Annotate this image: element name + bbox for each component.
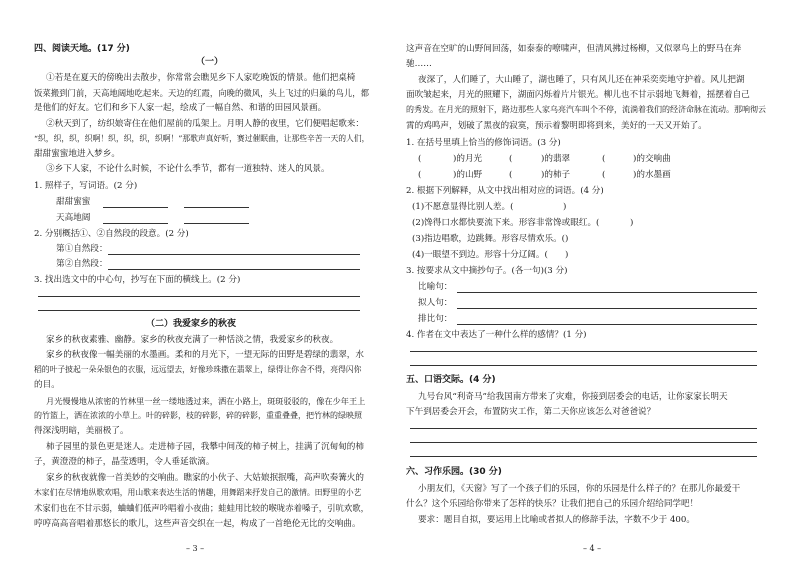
- answer-line[interactable]: [410, 428, 757, 429]
- blank-close[interactable]: ): [565, 234, 569, 244]
- answer-line[interactable]: [457, 324, 757, 325]
- paragraph-line: 木家们在尽情地纵歌欢唱，用山歌来表达生活的情趣，用舞蹈来抒发自己的激情。田野里的小艺: [34, 488, 362, 497]
- answer-line[interactable]: [410, 456, 757, 457]
- paragraph-line: 家乡的秋夜就像一首美妙的交响曲。瞧家的小伙子、大姑娘抿抿嘴，高声吹奏篝火的: [46, 473, 364, 483]
- paragraph-line: 的秀发。在月光的照射下，路边那些人家乌亮汽车叫个不停，流淌着我们的经济命脉在流动。那响彻云: [406, 105, 766, 114]
- paragraph-line: 驰……: [406, 59, 432, 69]
- example-word-2: 天高地阔: [56, 213, 91, 223]
- question-1-label: 1. 在括号里填上恰当的修饰词语。(3 分): [406, 138, 561, 148]
- sentence-type-label: 排比句：: [418, 314, 453, 324]
- paragraph-line: 这声音在空旷的山野间回荡，如泰泰的嘹啸声，但清风拂过杨柳，又似翠鸟上的野马在奔: [406, 44, 742, 54]
- paragraph-line: 甜甜蜜蜜地进入梦乡。: [34, 149, 120, 159]
- answer-line[interactable]: [103, 223, 168, 224]
- paragraph-line: 月光慢慢地从浓密的竹林里一丝一缕地透过来，洒在小路上，斑斑驳驳的，像在少年王上: [46, 396, 366, 406]
- paragraph-line: 要求：题目自拟，要运用上比喻或者拟人的修辞手法，字数不少于 400。: [418, 515, 695, 525]
- paragraph-line: 霄的鸡鸣声，划破了黑夜的寂寞，预示着黎明即将到来，美好的一天又开始了。: [406, 121, 707, 131]
- answer-line[interactable]: [184, 207, 249, 208]
- paragraph-line: 九号台风“利奇马”给我国南方带来了灾难，你接到居委会的电话，让你家家长明天: [418, 392, 728, 402]
- passage2-heading: （二）我爱家乡的秋夜: [146, 319, 237, 329]
- sentence-type-label: 比喻句：: [418, 282, 453, 292]
- blank-open[interactable]: (: [509, 170, 513, 180]
- answer-line[interactable]: [38, 310, 360, 311]
- paragraph-line: 面吹皱起来，月光的照耀下，湖面闪烁着片片银光。柳儿也不甘示弱地飞舞着，摇摆着自己: [406, 90, 750, 100]
- blank-close[interactable]: ): [563, 202, 567, 212]
- answer-line[interactable]: [457, 308, 757, 309]
- question-3-label: 3. 找出选文中的中心句，抄写在下面的横线上。(2 分): [34, 275, 241, 285]
- phrase: )的翡翠: [541, 154, 571, 164]
- paragraph-line: 小朋友们，《天窗》写了一个孩子们的乐园，你的乐园是什么样子的？在那儿你最爱干: [418, 484, 741, 494]
- blank-open[interactable]: (: [418, 170, 422, 180]
- page-number: – 3 –: [186, 544, 205, 553]
- phrase: )的柿子: [541, 170, 571, 180]
- question-4-label: 4. 作者在文中表达了一种什么样的感情？(1 分): [406, 330, 587, 340]
- answer-line[interactable]: [108, 269, 360, 270]
- page-number: – 4 –: [583, 544, 602, 553]
- passage1-heading: （一）: [196, 57, 224, 67]
- phrase: )的水墨画: [633, 170, 671, 180]
- paragraph-line: 下午到居委会开会，布置防灾工作，第二天你应该怎么对爸爸说？: [406, 407, 656, 417]
- question-1-label: 1. 照样子，写词语。(2 分): [34, 181, 138, 191]
- sentence-type-label: 拟人句：: [418, 298, 453, 308]
- answer-line[interactable]: [410, 442, 757, 443]
- question-3-label: 3. 按要求从文中摘抄句子。(各一句)(3 分): [406, 266, 568, 276]
- paragraph-line: 术家们也在不甘示弱，蛐蛐们低声吟唱着小夜曲；蛙蛙用比较的喉咙赤着嗓子，引吭欢歌，: [34, 503, 369, 513]
- paragraph-line: 家乡的秋夜像一幅美丽的水墨画。柔和的月光下，一望无际的田野是碧绿的翡翠，水: [46, 350, 364, 360]
- blank-open[interactable]: (: [509, 154, 513, 164]
- paragraph-line: 是他们的好友。它们和乡下人家一起，绘成了一幅自然、和谐的田园风景画。: [34, 103, 327, 113]
- blank-open[interactable]: (: [602, 170, 606, 180]
- section-title-speaking: 五、口语交际。(4 分): [406, 375, 496, 385]
- answer-line[interactable]: [184, 223, 249, 224]
- paragraph-line: 的竹篮上，洒在浓浓的小草上。叶的碎影，枝的碎影，碎的碎影，重重叠叠，把竹林的绿映照: [34, 411, 362, 420]
- paragraph-line: 的目。: [34, 380, 60, 390]
- right-page: [397, 0, 794, 573]
- paragraph-line: 饭菜搬到门前，天高地阔地吃起来。天边的红霞，向晚的微风，头上飞过的归巢的鸟儿，都: [34, 88, 369, 98]
- phrase: )的交响曲: [633, 154, 671, 164]
- paragraph-line: 家乡的秋夜素雅、幽静。家乡的秋夜充满了一种恬淡之情，我爱家乡的秋夜。: [46, 335, 339, 345]
- blank-close[interactable]: ): [630, 218, 634, 228]
- paragraph-line: 子，黄澄澄的柿子，晶莹透明，令人垂延欲滴。: [34, 457, 215, 467]
- question-2-label: 2. 根据下列解释，从文中找出相对应的词语。(4 分): [406, 186, 604, 196]
- answer-line[interactable]: [108, 254, 360, 255]
- paragraph-line: 夜深了，人们睡了，大山睡了，湖也睡了，只有风儿还在神采奕奕地守护着。风儿把湖: [418, 75, 745, 85]
- paragraph-line: ②秋天到了，纺织娘寄住在他们屋前的瓜架上。月明人静的夜里，它们便唱起歌来：: [46, 119, 364, 129]
- example-word-1: 甜甜蜜蜜: [56, 197, 91, 207]
- paragraph-1-prompt: 第①自然段：: [56, 244, 108, 254]
- answer-line[interactable]: [410, 365, 757, 366]
- definition-item: (4)一眼望不到边。形容十分辽阔。(: [412, 250, 548, 260]
- blank-open[interactable]: (: [602, 154, 606, 164]
- paragraph-line: 什么？这个乐园给你带来了怎样的快乐？让我们把自己的乐园介绍给同学吧！: [406, 499, 699, 509]
- paragraph-line: 哼哼高高音唱着那悠长的歌儿，这些声音交织在一起，构成了一首绝伦无比的交响曲。: [34, 519, 361, 529]
- paragraph-line: 稻的叶子披起一朵朵银色的衣服，远远望去，好像珍珠撒在翡翠上，绿得让你舍不得，亮得闪你: [34, 365, 362, 374]
- question-2-label: 2. 分别概括①、②自然段的段意。(2 分): [34, 229, 189, 239]
- paragraph-2-prompt: 第②自然段：: [56, 259, 108, 269]
- section-title-writing: 六、习作乐园。(30 分): [406, 467, 502, 477]
- paragraph-line: 柿子园里的景色更是迷人。走进柿子园，我攀中间茂的柿子树上，挂满了沉甸甸的柿: [46, 442, 364, 452]
- paragraph-line: ③乡下人家，不论什么时候，不论什么季节，都有一道独特、迷人的风景。: [46, 164, 330, 174]
- answer-line[interactable]: [38, 296, 360, 297]
- paragraph-line: “织，织，织，织啊！织，织，织，织啊！”那歌声真好听，赛过催眠曲，让那些辛苦一天的人们，: [34, 134, 370, 143]
- phrase: )的月光: [453, 154, 483, 164]
- definition-item: (3)指边唱歌，边跳舞。形容尽情欢乐。(: [412, 234, 566, 244]
- answer-line[interactable]: [457, 292, 757, 293]
- paragraph-line: 得深浅明暗，美丽极了。: [34, 426, 129, 436]
- answer-line[interactable]: [103, 207, 168, 208]
- blank-close[interactable]: ): [565, 250, 569, 260]
- answer-line[interactable]: [410, 351, 757, 352]
- section-title-reading: 四、阅读天地。(17 分): [34, 44, 130, 54]
- definition-item: (2)馋得口水都快要流下来。形容非常馋或眼红。(: [412, 218, 600, 228]
- definition-item: (1)不愿意显得比别人差。(: [412, 202, 514, 212]
- blank-open[interactable]: (: [418, 154, 422, 164]
- paragraph-line: ①若是在夏天的傍晚出去散步，你常常会瞧见乡下人家吃晚饭的情景。他们把桌椅: [46, 73, 356, 83]
- phrase: )的山野: [453, 170, 483, 180]
